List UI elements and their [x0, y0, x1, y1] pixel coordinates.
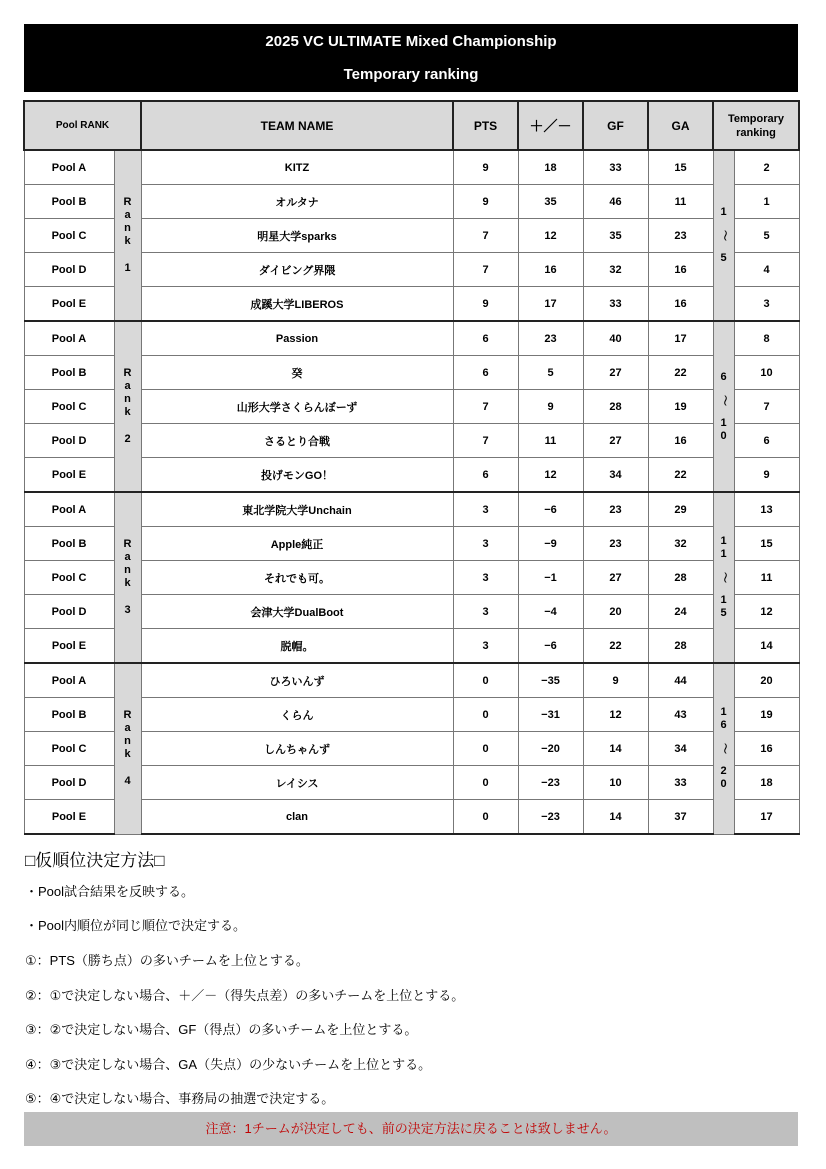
rank-label-char: 1: [124, 262, 131, 274]
range-label-char: 6: [720, 370, 727, 383]
ga-cell: 43: [648, 698, 713, 732]
table-row: [24, 458, 799, 493]
temporary-ranking-cell: 11: [734, 561, 799, 595]
table-row: [24, 287, 799, 322]
gf-cell: 20: [583, 595, 648, 629]
method-line: ・Pool試合結果を反映する。: [25, 884, 195, 899]
team-name-cell: Apple純正: [141, 527, 453, 561]
plus-minus-cell: −6: [518, 492, 583, 527]
table-row: [24, 698, 799, 732]
rank-label-char: k: [124, 235, 131, 247]
ga-cell: 24: [648, 595, 713, 629]
pts-cell: 0: [453, 732, 518, 766]
ga-cell: 28: [648, 561, 713, 595]
plus-minus-cell: 12: [518, 458, 583, 493]
pool-rank-label: [114, 492, 141, 663]
rank-label-char: R: [123, 538, 132, 550]
ga-cell: 33: [648, 766, 713, 800]
pts-cell: 3: [453, 629, 518, 664]
ga-cell: 16: [648, 287, 713, 322]
ga-cell: 28: [648, 629, 713, 664]
ga-cell: 44: [648, 663, 713, 698]
temporary-ranking-cell: 10: [734, 356, 799, 390]
gf-cell: 10: [583, 766, 648, 800]
pts-cell: 9: [453, 150, 518, 185]
pool-cell: Pool B: [24, 698, 114, 732]
pool-cell: Pool C: [24, 219, 114, 253]
rank-label-char: n: [124, 222, 131, 234]
team-name-cell: clan: [141, 800, 453, 835]
table-row: [24, 424, 799, 458]
table-row: [24, 527, 799, 561]
team-name-cell: レイシス: [141, 766, 453, 800]
temporary-ranking-cell: 5: [734, 219, 799, 253]
gf-cell: 27: [583, 356, 648, 390]
team-name-cell: くらん: [141, 698, 453, 732]
plus-minus-cell: 35: [518, 185, 583, 219]
ga-cell: 32: [648, 527, 713, 561]
temporary-ranking-cell: 19: [734, 698, 799, 732]
gf-cell: 14: [583, 800, 648, 835]
team-name-cell: さるとり合戦: [141, 424, 453, 458]
team-name-cell: 山形大学さくらんぼーず: [141, 390, 453, 424]
pool-cell: Pool E: [24, 287, 114, 322]
temporary-ranking-cell: 16: [734, 732, 799, 766]
method-line: ①：PTS（勝ち点）の多いチームを上位とする。: [25, 953, 309, 968]
ga-cell: 22: [648, 356, 713, 390]
ranking-range-label: [713, 492, 734, 663]
team-name-cell: オルタナ: [141, 185, 453, 219]
table-row: [24, 356, 799, 390]
pts-cell: 6: [453, 356, 518, 390]
table-row: [24, 492, 799, 527]
pts-cell: 3: [453, 561, 518, 595]
pts-cell: 6: [453, 321, 518, 356]
team-name-cell: 投げモンGO！: [141, 458, 453, 493]
team-name-cell: しんちゃんず: [141, 732, 453, 766]
plus-minus-cell: −23: [518, 766, 583, 800]
plus-minus-cell: −4: [518, 595, 583, 629]
temporary-ranking-cell: 15: [734, 527, 799, 561]
pts-cell: 7: [453, 390, 518, 424]
table-row: [24, 629, 799, 664]
pts-cell: 3: [453, 492, 518, 527]
ga-cell: 11: [648, 185, 713, 219]
range-label-char: 5: [720, 607, 727, 619]
range-label-char: ～: [718, 230, 730, 241]
header-pts: PTS: [453, 101, 518, 150]
temporary-ranking-cell: 1: [734, 185, 799, 219]
pool-cell: Pool D: [24, 253, 114, 287]
pts-cell: 0: [453, 766, 518, 800]
pool-cell: Pool E: [24, 458, 114, 493]
team-name-cell: Passion: [141, 321, 453, 356]
rank-label-char: n: [124, 564, 131, 576]
table-row: [24, 595, 799, 629]
pool-cell: Pool A: [24, 663, 114, 698]
range-label-char: 1: [720, 535, 727, 547]
gf-cell: 12: [583, 698, 648, 732]
team-name-cell: 東北学院大学Unchain: [141, 492, 453, 527]
ga-cell: 19: [648, 390, 713, 424]
pool-cell: Pool D: [24, 766, 114, 800]
plus-minus-cell: −1: [518, 561, 583, 595]
team-name-cell: 脱帽。: [141, 629, 453, 664]
temporary-ranking-cell: 9: [734, 458, 799, 493]
method-line: ⑤：④で決定しない場合、事務局の抽選で決定する。: [25, 1091, 335, 1106]
pool-cell: Pool E: [24, 629, 114, 664]
rank-label-char: a: [124, 722, 131, 735]
pool-cell: Pool B: [24, 356, 114, 390]
team-name-cell: 明星大学sparks: [141, 219, 453, 253]
pool-rank-label: [114, 150, 141, 321]
range-label-char: 5: [720, 252, 727, 264]
range-label-char: 1: [720, 706, 727, 719]
gf-cell: 35: [583, 219, 648, 253]
pts-cell: 0: [453, 800, 518, 835]
team-name-cell: ダイビング界隈: [141, 253, 453, 287]
gf-cell: 23: [583, 527, 648, 561]
pts-cell: 3: [453, 595, 518, 629]
temporary-ranking-cell: 6: [734, 424, 799, 458]
plus-minus-cell: 18: [518, 150, 583, 185]
pool-cell: Pool A: [24, 492, 114, 527]
pool-rank-label: [114, 663, 141, 834]
title-banner: [24, 24, 798, 92]
range-label-char: ～: [718, 394, 730, 406]
range-label-char: 2: [720, 765, 727, 778]
rank-label-char: n: [124, 735, 131, 748]
plus-minus-cell: 11: [518, 424, 583, 458]
header-temporary-ranking: Temporary ranking: [713, 101, 799, 150]
plus-minus-cell: −6: [518, 629, 583, 664]
pool-cell: Pool C: [24, 561, 114, 595]
header-plus-minus: ＋／－: [518, 101, 583, 150]
table-row: [24, 390, 799, 424]
range-label-char: ～: [718, 572, 730, 583]
rank-label-char: a: [124, 209, 131, 221]
notice-banner: 注意：1チームが決定しても、前の決定方法に戻ることは致しません。: [24, 1112, 798, 1146]
pts-cell: 6: [453, 458, 518, 493]
rank-label-char: R: [123, 196, 132, 208]
pts-cell: 7: [453, 253, 518, 287]
table-row: [24, 766, 799, 800]
ranking-range-label: [713, 321, 734, 492]
rank-label-char: 3: [124, 604, 131, 616]
ga-cell: 37: [648, 800, 713, 835]
gf-cell: 33: [583, 287, 648, 322]
table-row: [24, 219, 799, 253]
range-label-char: 1: [720, 548, 727, 560]
pool-rank-label: [114, 321, 141, 492]
method-line: ④：③で決定しない場合、GA（失点）の少ないチームを上位とする。: [25, 1057, 432, 1072]
table-row: [24, 561, 799, 595]
gf-cell: 46: [583, 185, 648, 219]
pool-cell: Pool B: [24, 527, 114, 561]
team-name-cell: 成蹊大学LIBEROS: [141, 287, 453, 322]
temporary-ranking-cell: 14: [734, 629, 799, 664]
team-name-cell: KITZ: [141, 150, 453, 185]
method-line: ・Pool内順位が同じ順位で決定する。: [25, 918, 247, 933]
pts-cell: 3: [453, 527, 518, 561]
page-title: 2025 VC ULTIMATE Mixed Championship: [265, 33, 557, 50]
table-header-row: [24, 101, 799, 150]
team-name-cell: 癸: [141, 356, 453, 390]
rank-label-char: 2: [124, 433, 131, 445]
temporary-ranking-cell: 2: [734, 150, 799, 185]
rank-label-char: R: [123, 367, 132, 379]
table-row: [24, 800, 799, 835]
method-heading: □仮順位決定方法□: [25, 851, 165, 870]
ga-cell: 29: [648, 492, 713, 527]
plus-minus-cell: 9: [518, 390, 583, 424]
table-row: [24, 663, 799, 698]
plus-minus-cell: 17: [518, 287, 583, 322]
gf-cell: 27: [583, 561, 648, 595]
table-row: [24, 150, 799, 185]
temporary-ranking-cell: 12: [734, 595, 799, 629]
temporary-ranking-cell: 18: [734, 766, 799, 800]
range-label-char: 1: [720, 416, 727, 429]
header-team-name: TEAM NAME: [141, 101, 453, 150]
pts-cell: 9: [453, 287, 518, 322]
range-label-char: ～: [718, 743, 730, 755]
plus-minus-cell: 23: [518, 321, 583, 356]
gf-cell: 23: [583, 492, 648, 527]
pool-cell: Pool D: [24, 595, 114, 629]
table-row: [24, 321, 799, 356]
range-label-char: 6: [720, 719, 727, 732]
ranking-range-label: [713, 150, 734, 321]
temporary-ranking-cell: 8: [734, 321, 799, 356]
ga-cell: 22: [648, 458, 713, 493]
ranking-method-section: [25, 846, 465, 1106]
gf-cell: 14: [583, 732, 648, 766]
team-name-cell: ひろいんず: [141, 663, 453, 698]
plus-minus-cell: −35: [518, 663, 583, 698]
gf-cell: 40: [583, 321, 648, 356]
rank-label-char: a: [124, 551, 131, 563]
plus-minus-cell: −9: [518, 527, 583, 561]
pool-cell: Pool C: [24, 390, 114, 424]
ranking-range-label: [713, 663, 734, 834]
pts-cell: 7: [453, 219, 518, 253]
rank-label-char: 4: [124, 775, 131, 788]
method-line: ②：①で決定しない場合、＋／－（得失点差）の多いチームを上位とする。: [25, 988, 465, 1003]
pool-cell: Pool A: [24, 150, 114, 185]
temporary-ranking-cell: 7: [734, 390, 799, 424]
header-pool-rank: Pool RANK: [24, 101, 141, 150]
method-line: ③：②で決定しない場合、GF（得点）の多いチームを上位とする。: [25, 1022, 418, 1037]
range-label-char: 0: [720, 429, 727, 442]
plus-minus-cell: 16: [518, 253, 583, 287]
plus-minus-cell: −31: [518, 698, 583, 732]
temporary-ranking-cell: 4: [734, 253, 799, 287]
plus-minus-cell: −23: [518, 800, 583, 835]
pts-cell: 0: [453, 698, 518, 732]
team-name-cell: それでも可。: [141, 561, 453, 595]
plus-minus-cell: −20: [518, 732, 583, 766]
table-row: [24, 732, 799, 766]
pool-cell: Pool A: [24, 321, 114, 356]
temporary-ranking-cell: 20: [734, 663, 799, 698]
ranking-table: [23, 100, 800, 835]
gf-cell: 22: [583, 629, 648, 664]
header-gf: GF: [583, 101, 648, 150]
pts-cell: 0: [453, 663, 518, 698]
pts-cell: 9: [453, 185, 518, 219]
temporary-ranking-cell: 3: [734, 287, 799, 322]
range-label-char: 0: [720, 778, 727, 791]
rank-label-char: n: [124, 393, 131, 405]
rank-label-char: a: [124, 380, 131, 392]
ga-cell: 16: [648, 424, 713, 458]
rank-label-char: k: [124, 577, 131, 589]
temporary-ranking-cell: 13: [734, 492, 799, 527]
table-row: [24, 253, 799, 287]
gf-cell: 28: [583, 390, 648, 424]
ga-cell: 23: [648, 219, 713, 253]
table-row: [24, 185, 799, 219]
ga-cell: 16: [648, 253, 713, 287]
range-label-char: 1: [720, 206, 727, 218]
ga-cell: 15: [648, 150, 713, 185]
ga-cell: 34: [648, 732, 713, 766]
pts-cell: 7: [453, 424, 518, 458]
team-name-cell: 会津大学DualBoot: [141, 595, 453, 629]
gf-cell: 33: [583, 150, 648, 185]
gf-cell: 9: [583, 663, 648, 698]
plus-minus-cell: 12: [518, 219, 583, 253]
rank-label-char: k: [124, 748, 131, 761]
rank-label-char: R: [123, 709, 132, 722]
gf-cell: 34: [583, 458, 648, 493]
range-label-char: 1: [720, 594, 727, 606]
pool-cell: Pool B: [24, 185, 114, 219]
pool-cell: Pool E: [24, 800, 114, 835]
page-subtitle: Temporary ranking: [343, 66, 479, 83]
gf-cell: 32: [583, 253, 648, 287]
temporary-ranking-cell: 17: [734, 800, 799, 835]
header-ga: GA: [648, 101, 713, 150]
pool-cell: Pool C: [24, 732, 114, 766]
rank-label-char: k: [124, 406, 131, 418]
ga-cell: 17: [648, 321, 713, 356]
plus-minus-cell: 5: [518, 356, 583, 390]
gf-cell: 27: [583, 424, 648, 458]
pool-cell: Pool D: [24, 424, 114, 458]
